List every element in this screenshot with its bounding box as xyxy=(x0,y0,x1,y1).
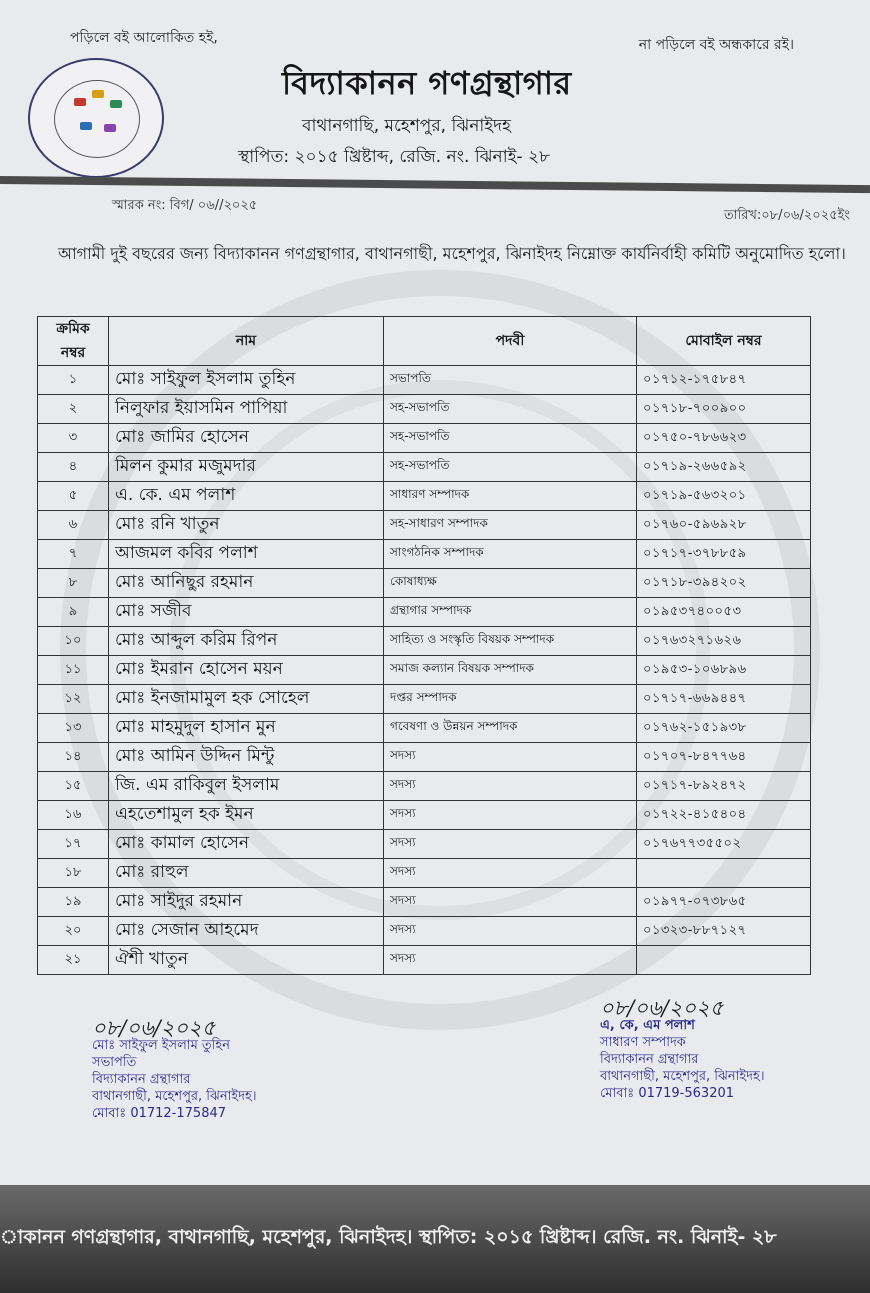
signatory-title: সভাপতি xyxy=(92,1055,137,1070)
table-row xyxy=(38,482,811,511)
mobile-cell: ০১৭২২-৪১৫৪০৪ xyxy=(637,801,811,830)
mobile-cell: ০১৭১২-১৭৫৮৪৭ xyxy=(637,366,811,395)
mobile-cell: ০১৭৬৭৭৩৫৫০২ xyxy=(637,830,811,859)
signatory-name: মোঃ সাইফুল ইসলাম তুহিন xyxy=(92,1038,230,1053)
table-row xyxy=(38,714,811,743)
seal-figure-icon xyxy=(92,90,104,98)
serial-cell: ২ xyxy=(38,395,109,424)
name-cell: মোঃ আব্দুল করিম রিপন xyxy=(109,627,384,656)
name-cell: মোঃ ইনজামামুল হক সোহেল xyxy=(109,685,384,714)
designation-cell: সহ-সাধারণ সম্পাদক xyxy=(384,511,637,540)
designation-cell: সমাজ কল্যান বিষয়ক সম্পাদক xyxy=(384,656,637,685)
mobile-cell: ০১৭৬০-৫৯৬৯২৮ xyxy=(637,511,811,540)
mobile-cell: ০১৭১৭-৩৭৮৮৫৯ xyxy=(637,540,811,569)
name-cell: এহতেশামুল হক ইমন xyxy=(109,801,384,830)
signatory-org: বিদ্যাকানন গ্রন্থাগার xyxy=(92,1072,191,1087)
table-row xyxy=(38,453,811,482)
library-seal-icon xyxy=(28,58,164,178)
table-row xyxy=(38,366,811,395)
mobile-cell: ০১৭১৯-২৬৬৫৯২ xyxy=(637,453,811,482)
motto-right: না পড়িলে বই অন্ধকারে রই। xyxy=(638,37,794,53)
handwritten-date-right: ০৮/০৬/২০২৫ xyxy=(600,996,724,1020)
designation-cell: সদস্য xyxy=(384,946,637,975)
serial-cell: ১৯ xyxy=(38,888,109,917)
name-cell: মোঃ সজীব xyxy=(109,598,384,627)
table-row xyxy=(38,656,811,685)
seal-figure-icon xyxy=(80,122,92,130)
column-header-serial: ক্রমিক নম্বর xyxy=(38,317,109,366)
designation-cell: কোষাধ্যক্ষ xyxy=(384,569,637,598)
name-cell: মোঃ সাইফুল ইসলাম তুহিন xyxy=(109,366,384,395)
organization-address: বাথানগাছি, মহেশপুর, ঝিনাইদহ xyxy=(302,116,511,136)
designation-cell: সদস্য xyxy=(384,917,637,946)
serial-cell: ১৪ xyxy=(38,743,109,772)
serial-cell: ১১ xyxy=(38,656,109,685)
name-cell: মোঃ সেজান আহমেদ xyxy=(109,917,384,946)
table-header-row xyxy=(38,317,811,366)
table-row xyxy=(38,801,811,830)
table-row xyxy=(38,627,811,656)
name-cell: মোঃ আমিন উদ্দিন মিন্টু xyxy=(109,743,384,772)
seal-figure-icon xyxy=(104,124,116,132)
secretary-signature-block xyxy=(600,996,765,1102)
serial-cell: ৭ xyxy=(38,540,109,569)
table-row xyxy=(38,743,811,772)
mobile-cell: ০১৭১৭-৮৯২৪৭২ xyxy=(637,772,811,801)
table-row xyxy=(38,511,811,540)
name-cell: মোঃ জামির হোসেন xyxy=(109,424,384,453)
table-row xyxy=(38,859,811,888)
serial-cell: ২০ xyxy=(38,917,109,946)
handwritten-date-left: ০৮/০৬/২০২৫ xyxy=(92,1016,216,1040)
mobile-cell: ০১৭০৭-৮৪৭৭৬৪ xyxy=(637,743,811,772)
footer-text: াকানন গণগ্রন্থাগার, বাথানগাছি, মহেশপুর, ঝিনাইদহ। স্থাপিত: ২০১৫ খ্রিষ্টাব্দ। রেজি. নং. ঝিনাই- ২৮ xyxy=(0,1226,777,1248)
name-cell: মোঃ কামাল হোসেন xyxy=(109,830,384,859)
serial-cell: ১০ xyxy=(38,627,109,656)
table-row xyxy=(38,424,811,453)
serial-cell: ৪ xyxy=(38,453,109,482)
designation-cell: সহ-সভাপতি xyxy=(384,395,637,424)
name-cell: মোঃ আনিছুর রহমান xyxy=(109,569,384,598)
table-row xyxy=(38,888,811,917)
name-cell: আজমল কবির পলাশ xyxy=(109,540,384,569)
seal-figure-icon xyxy=(74,98,86,106)
serial-cell: ১৭ xyxy=(38,830,109,859)
table-row xyxy=(38,598,811,627)
mobile-cell: ০১৯৭৭-০৭৩৮৬৫ xyxy=(637,888,811,917)
mobile-cell: ০১৭১৭-৬৬৯৪৪৭ xyxy=(637,685,811,714)
mobile-cell: ০১৭৬৩২৭১৬২৬ xyxy=(637,627,811,656)
designation-cell: সদস্য xyxy=(384,830,637,859)
committee-table xyxy=(37,316,811,975)
serial-cell: ১৮ xyxy=(38,859,109,888)
signatory-title: সাধারণ সম্পাদক xyxy=(600,1035,686,1050)
name-cell: নিলুফার ইয়াসমিন পাপিয়া xyxy=(109,395,384,424)
serial-cell: ১৬ xyxy=(38,801,109,830)
designation-cell: সহ-সভাপতি xyxy=(384,424,637,453)
mobile-cell: ০১৭১৮-৭০০৯০০ xyxy=(637,395,811,424)
mobile-cell: ০১৯৫৩-১০৬৮৯৬ xyxy=(637,656,811,685)
name-cell: এ. কে. এম পলাশ xyxy=(109,482,384,511)
serial-cell: ১ xyxy=(38,366,109,395)
column-header-mobile: মোবাইল নম্বর xyxy=(637,317,811,366)
mobile-cell: ০১৭১৮-৩৯৪২০২ xyxy=(637,569,811,598)
mobile-cell: ০১৩২৩-৮৮৭১২৭ xyxy=(637,917,811,946)
designation-cell: সহ-সভাপতি xyxy=(384,453,637,482)
seal-figure-icon xyxy=(110,100,122,108)
designation-cell: সদস্য xyxy=(384,743,637,772)
name-cell: মোঃ রনি খাতুন xyxy=(109,511,384,540)
signatory-address: বাথানগাছী, মহেশপুর, ঝিনাইদহ। xyxy=(92,1089,257,1104)
serial-cell: ৬ xyxy=(38,511,109,540)
designation-cell: সদস্য xyxy=(384,859,637,888)
organization-established: স্থাপিত: ২০১৫ খ্রিষ্টাব্দ, রেজি. নং. ঝিনাই- ২৮ xyxy=(238,147,551,167)
designation-cell: গবেষণা ও উন্নয়ন সম্পাদক xyxy=(384,714,637,743)
mobile-cell: ০১৯৫৩৭৪০০৫৩ xyxy=(637,598,811,627)
serial-cell: ১৩ xyxy=(38,714,109,743)
table-row xyxy=(38,685,811,714)
serial-cell: ৩ xyxy=(38,424,109,453)
serial-cell: ৫ xyxy=(38,482,109,511)
name-cell: মিলন কুমার মজুমদার xyxy=(109,453,384,482)
designation-cell: দপ্তর সম্পাদক xyxy=(384,685,637,714)
name-cell: মোঃ মাহমুদুল হাসান মুন xyxy=(109,714,384,743)
motto-left: পড়িলে বই আলোকিত হই, xyxy=(70,30,218,46)
mobile-cell xyxy=(637,946,811,975)
designation-cell: সাংগঠনিক সম্পাদক xyxy=(384,540,637,569)
organization-title: বিদ্যাকানন গণগ্রন্থাগার xyxy=(282,64,572,102)
header-divider xyxy=(0,176,870,193)
signatory-mobile: মোবাঃ 01719-563201 xyxy=(600,1086,735,1101)
column-header-designation: পদবী xyxy=(384,317,637,366)
president-signature-block xyxy=(92,1016,257,1122)
signatory-org: বিদ্যাকানন গ্রন্থাগার xyxy=(600,1052,699,1067)
serial-cell: ১৫ xyxy=(38,772,109,801)
table-row xyxy=(38,540,811,569)
mobile-cell: ০১৭৬২-১৫১৯৩৮ xyxy=(637,714,811,743)
designation-cell: সভাপতি xyxy=(384,366,637,395)
name-cell: মোঃ সাইদুর রহমান xyxy=(109,888,384,917)
memo-reference: স্মারক নং: বিগ/ ০৬//২০২৫ xyxy=(112,198,258,213)
designation-cell: সদস্য xyxy=(384,772,637,801)
table-row xyxy=(38,772,811,801)
name-cell: মোঃ রাহুল xyxy=(109,859,384,888)
signatory-address: বাথানগাছী, মহেশপুর, ঝিনাইদহ। xyxy=(600,1069,765,1084)
serial-cell: ৯ xyxy=(38,598,109,627)
signatory-name: এ, কে, এম পলাশ xyxy=(600,1018,695,1033)
designation-cell: সদস্য xyxy=(384,801,637,830)
designation-cell: গ্রন্থাগার সম্পাদক xyxy=(384,598,637,627)
table-row xyxy=(38,395,811,424)
serial-cell: ২১ xyxy=(38,946,109,975)
mobile-cell xyxy=(637,859,811,888)
name-cell: ঐশী খাতুন xyxy=(109,946,384,975)
serial-cell: ১২ xyxy=(38,685,109,714)
name-cell: মোঃ ইমরান হোসেন ময়ন xyxy=(109,656,384,685)
intro-paragraph: আগামী দুই বছরের জন্য বিদ্যাকানন গণগ্রন্থাগার, বাথানগাছী, মহেশপুর, ঝিনাইদহ নিম্নোক্ত কার্যনির্বাহী কমিটি অনুমোদিত হলো। xyxy=(58,244,846,263)
mobile-cell: ০১৭১৯-৫৬৩২০১ xyxy=(637,482,811,511)
designation-cell: সদস্য xyxy=(384,888,637,917)
name-cell: জি. এম রাকিবুল ইসলাম xyxy=(109,772,384,801)
table-row xyxy=(38,569,811,598)
memo-date: তারিখ:০৮/০৬/২০২৫ইং xyxy=(723,208,850,223)
serial-cell: ৮ xyxy=(38,569,109,598)
mobile-cell: ০১৭৫০-৭৮৬৬২৩ xyxy=(637,424,811,453)
table-row xyxy=(38,946,811,975)
signatory-mobile: মোবাঃ 01712-175847 xyxy=(92,1106,227,1121)
designation-cell: সাধারণ সম্পাদক xyxy=(384,482,637,511)
table-row xyxy=(38,917,811,946)
column-header-name: নাম xyxy=(109,317,384,366)
designation-cell: সাহিত্য ও সংস্কৃতি বিষয়ক সম্পাদক xyxy=(384,627,637,656)
table-row xyxy=(38,830,811,859)
